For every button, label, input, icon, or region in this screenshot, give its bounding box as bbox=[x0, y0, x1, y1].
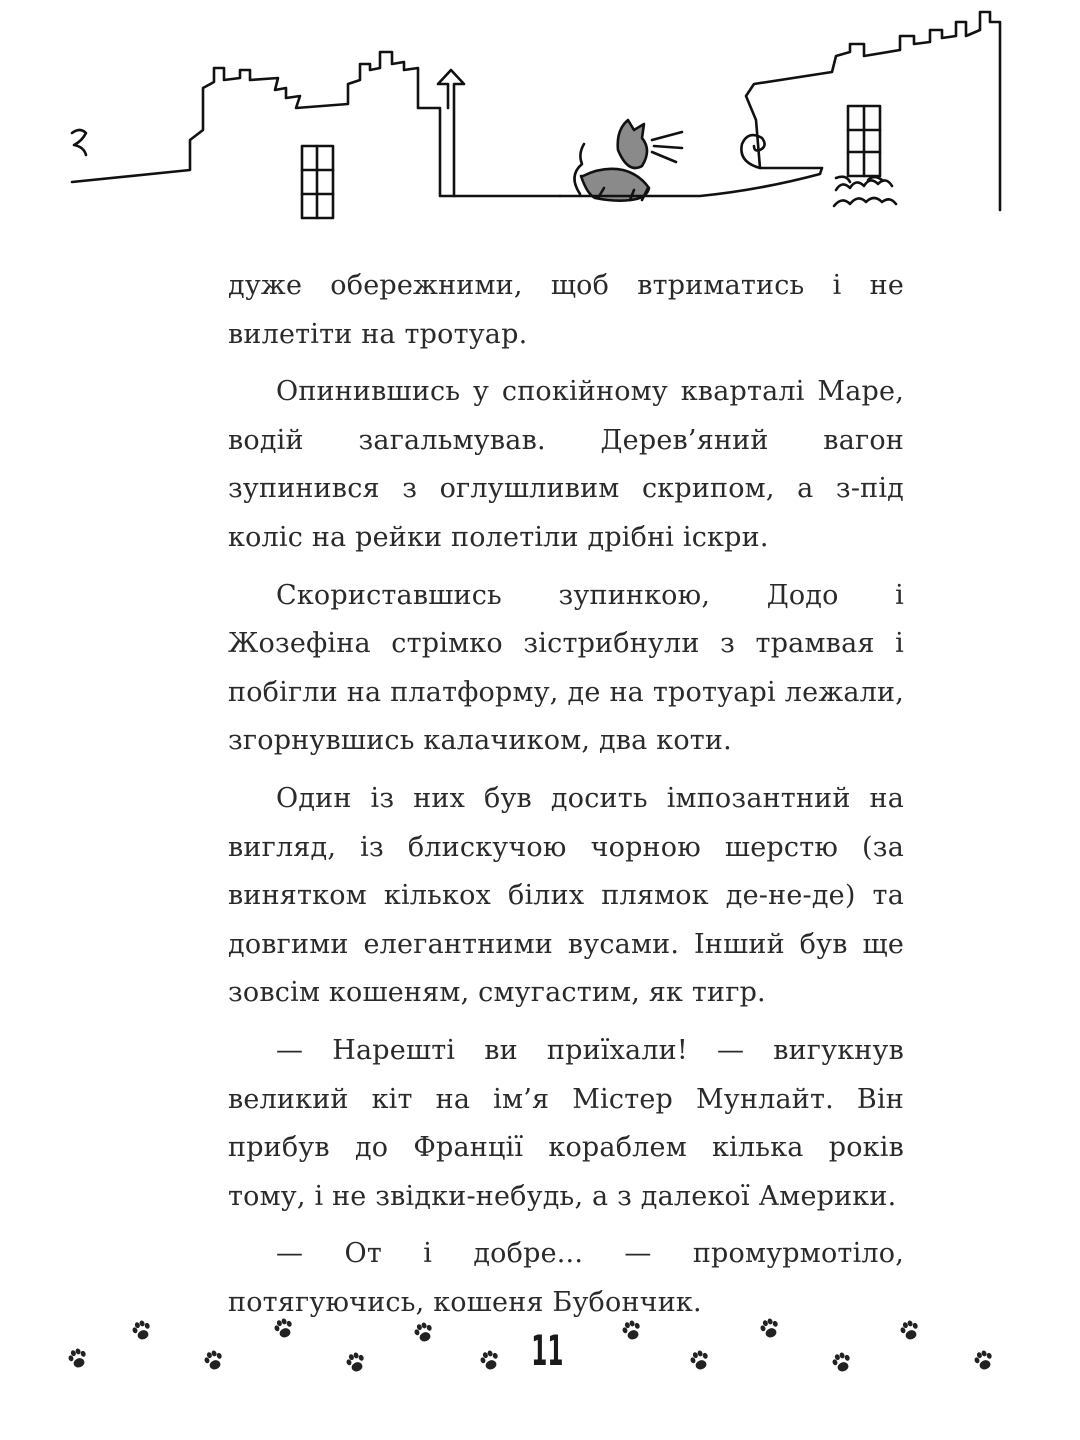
paw-print-icon bbox=[202, 1348, 225, 1371]
paw-print-icon bbox=[830, 1350, 853, 1373]
paw-print-icon bbox=[898, 1318, 921, 1341]
rooftops-illustration bbox=[0, 0, 1080, 240]
paw-print-icon bbox=[272, 1316, 295, 1339]
page-number: 11 bbox=[531, 1326, 564, 1375]
paragraph: Один із них був досить імпозантний на вигляд, із блискучою чорною шерстю (за винятком кількох білих плямок де-не-де) та довгими елегантними вусами. Інший був ще зовсім кошеням, смугастим, як тигр. bbox=[228, 782, 904, 1009]
paw-print-icon bbox=[758, 1316, 781, 1339]
paw-print-icon bbox=[344, 1350, 367, 1373]
paw-print-icon bbox=[688, 1348, 711, 1371]
paw-print-icon bbox=[972, 1348, 995, 1371]
paw-print-icon bbox=[478, 1348, 501, 1371]
paragraph: — От і добре... — промурмотіло, потягуючись, кошеня Бубончик. bbox=[228, 1238, 904, 1318]
paragraph: — Нарешті ви приїхали! — вигукнув великий кіт на ім’я Містер Мунлайт. Він прибув до Франції кораблем кілька років тому, і не звідки-небудь, а з далекої Америки. bbox=[228, 1034, 904, 1212]
paragraph: Опинившись у спокійному кварталі Маре, водій загальмував. Дерев’яний вагон зупинився з оглушливим скрипом, а з-під коліс на рейки полетіли дрібні іскри. bbox=[228, 376, 904, 553]
paw-print-icon bbox=[66, 1346, 89, 1369]
story-text bbox=[228, 262, 904, 1336]
paw-print-icon bbox=[412, 1320, 435, 1343]
paragraph: дуже обережними, щоб втриматись і не вилетіти на тротуар. bbox=[228, 270, 904, 350]
paw-print-icon bbox=[620, 1318, 643, 1341]
paw-print-icon bbox=[130, 1318, 153, 1341]
paragraph: Скориставшись зупинкою, Додо і Жозефіна стрімко зістрибнули з трамвая і побігли на платформу, де на тротуарі лежали, згорнувшись калачиком, два коти. bbox=[228, 579, 904, 757]
